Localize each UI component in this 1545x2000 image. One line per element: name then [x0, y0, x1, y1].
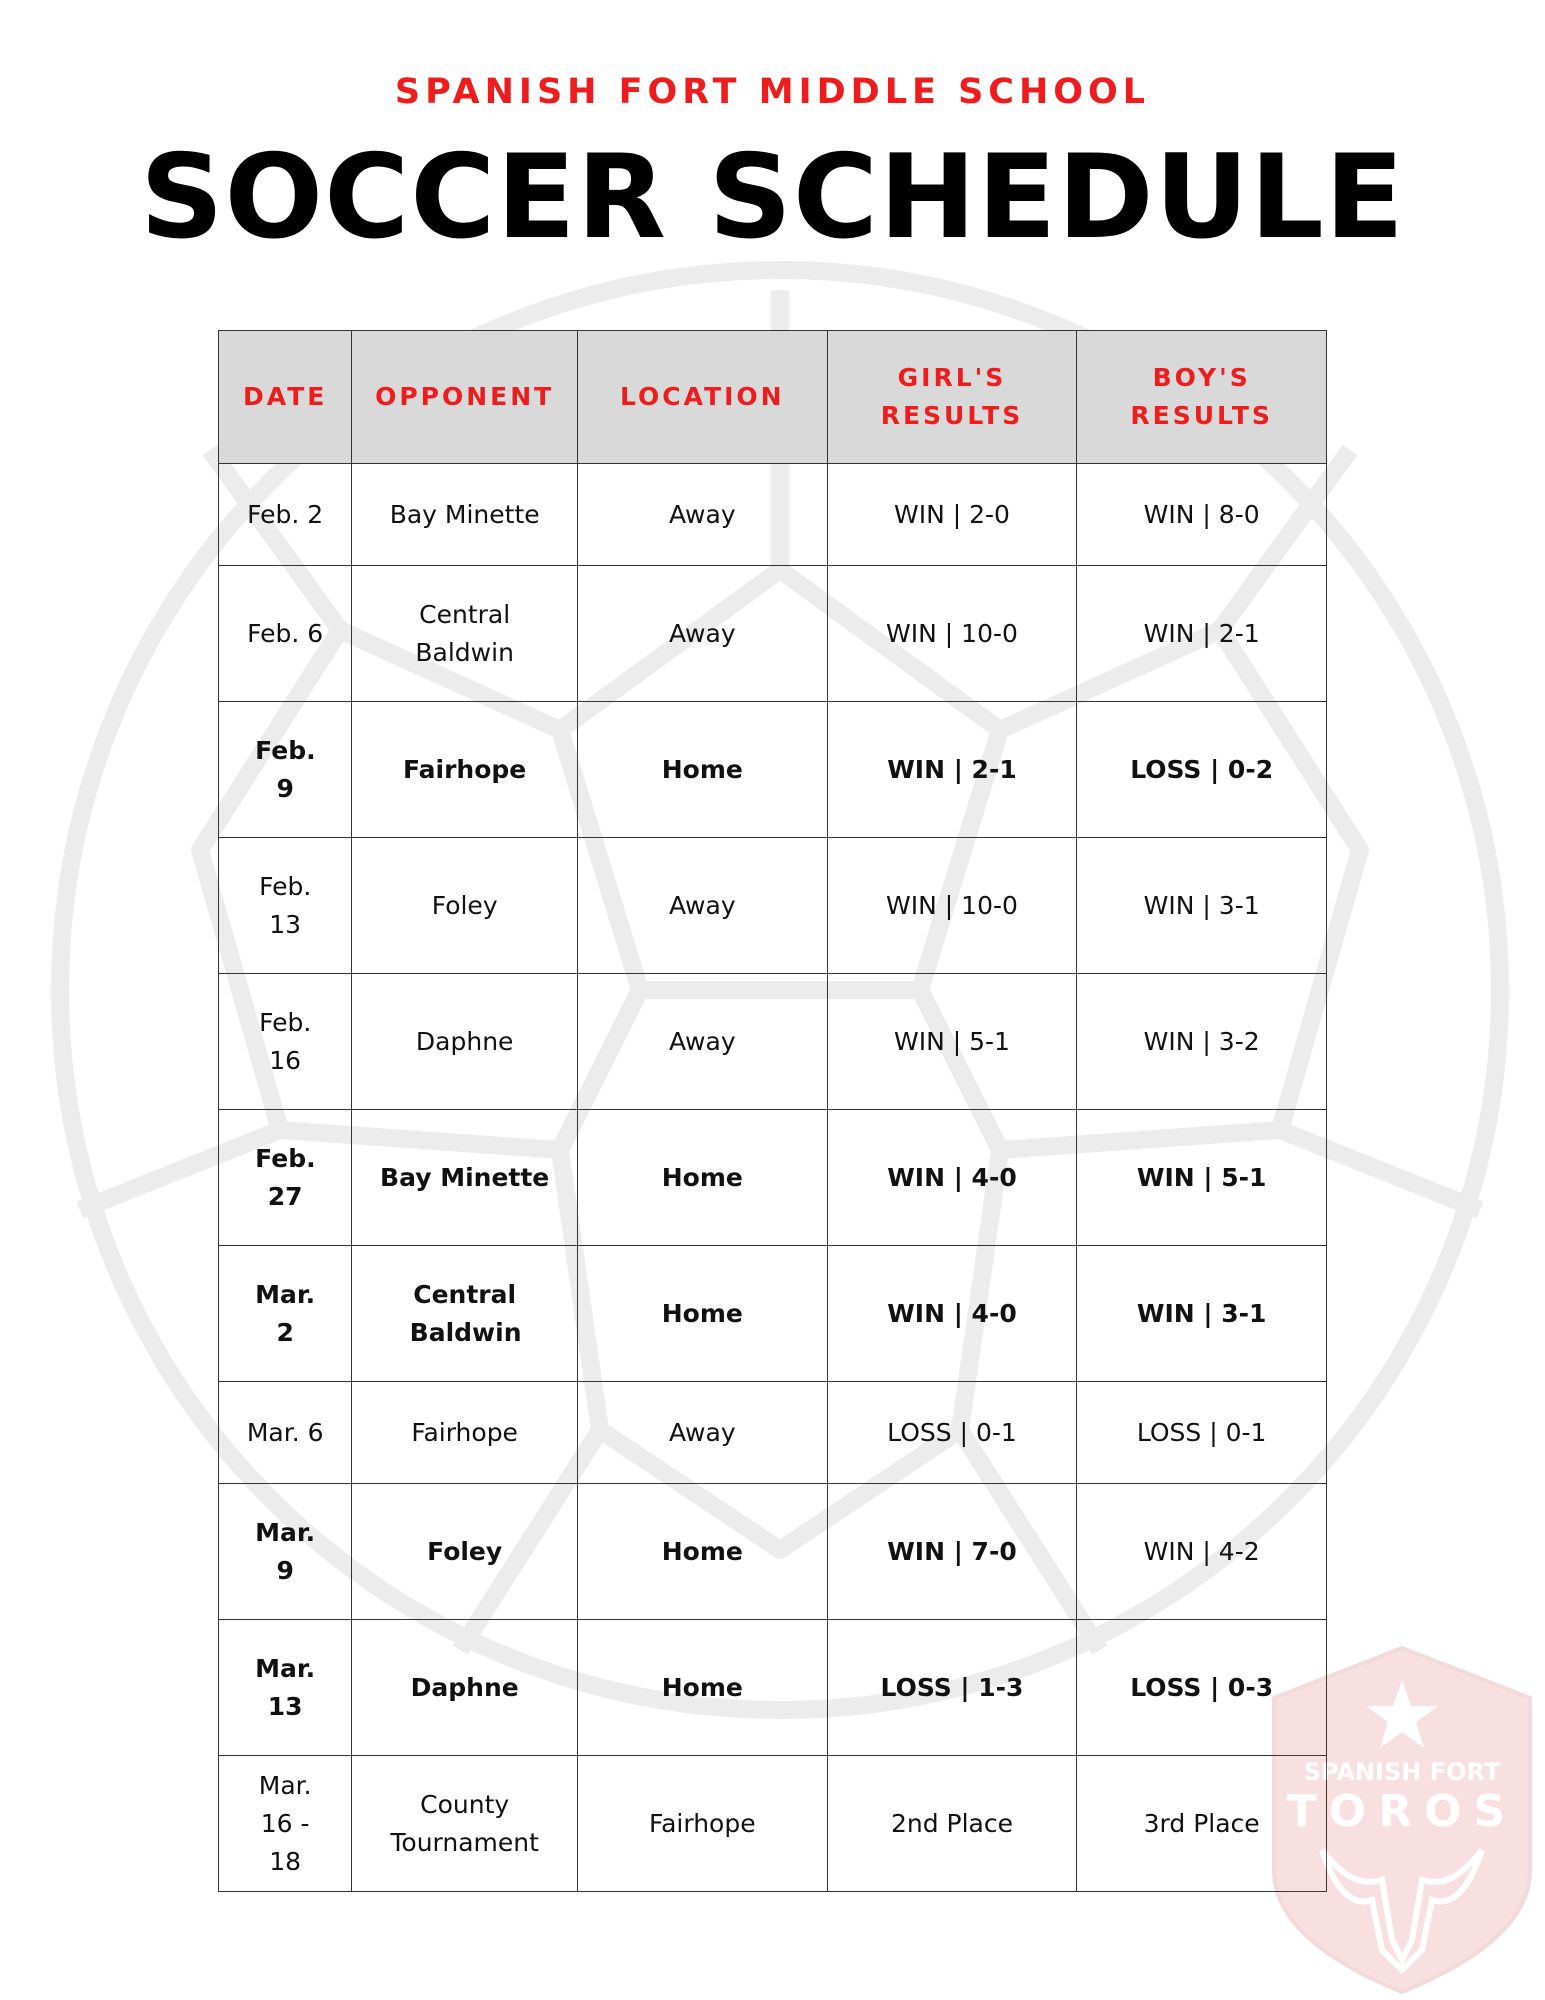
cell-boys-result: WIN | 3-1	[1077, 838, 1327, 974]
cell-boys-result: WIN | 5-1	[1077, 1110, 1327, 1246]
header-date: DATE	[219, 331, 352, 464]
cell-boys-result: LOSS | 0-3	[1077, 1620, 1327, 1756]
cell-date-text: Mar. 13	[255, 1653, 316, 1721]
cell-girls-result: WIN | 4-0	[827, 1246, 1077, 1382]
cell-date-text: Feb. 16	[259, 1007, 312, 1075]
page-title: SOCCER SCHEDULE	[139, 130, 1405, 265]
cell-date	[219, 1246, 352, 1382]
cell-date-text: Feb. 13	[259, 871, 312, 939]
cell-girls-result: LOSS | 1-3	[827, 1620, 1077, 1756]
cell-date: Feb. 2	[219, 464, 352, 566]
table-header-row	[219, 331, 1327, 464]
header-girls-results-label: GIRL'S RESULTS	[880, 363, 1024, 430]
cell-location: Home	[577, 702, 827, 838]
cell-date-text: Mar. 16 - 18	[258, 1770, 312, 1876]
cell-opponent: Daphne	[352, 974, 578, 1110]
cell-location: Away	[577, 838, 827, 974]
cell-date	[219, 1620, 352, 1756]
crest-line1: SPANISH FORT	[1303, 1758, 1501, 1786]
cell-opponent: Fairhope	[352, 702, 578, 838]
cell-opponent-text: County Tournament	[390, 1789, 539, 1857]
cell-location: Home	[577, 1620, 827, 1756]
cell-opponent-text: Central Baldwin	[409, 1279, 522, 1347]
cell-boys-result: 3rd Place	[1077, 1756, 1327, 1892]
cell-location: Fairhope	[577, 1756, 827, 1892]
cell-opponent	[352, 1756, 578, 1892]
cell-girls-result: WIN | 2-0	[827, 464, 1077, 566]
cell-location: Home	[577, 1246, 827, 1382]
cell-boys-result: WIN | 2-1	[1077, 566, 1327, 702]
crest-line2: TOROS	[1286, 1786, 1518, 1837]
cell-location: Away	[577, 974, 827, 1110]
cell-date-text: Feb. 9	[255, 735, 316, 803]
cell-opponent: Bay Minette	[352, 464, 578, 566]
table-row	[219, 838, 1327, 974]
cell-girls-result: WIN | 10-0	[827, 838, 1077, 974]
cell-date-text: Mar. 9	[255, 1517, 316, 1585]
cell-date-text: Mar. 2	[255, 1279, 316, 1347]
school-name: SPANISH FORT MIDDLE SCHOOL	[394, 72, 1151, 112]
cell-date	[219, 838, 352, 974]
header-girls-results	[827, 331, 1077, 464]
cell-girls-result: WIN | 5-1	[827, 974, 1077, 1110]
table-row	[219, 1756, 1327, 1892]
cell-opponent-text: Central Baldwin	[415, 599, 514, 667]
header-boys-results	[1077, 331, 1327, 464]
table-row	[219, 974, 1327, 1110]
cell-boys-result: WIN | 3-2	[1077, 974, 1327, 1110]
cell-girls-result: LOSS | 0-1	[827, 1382, 1077, 1484]
cell-date	[219, 1110, 352, 1246]
cell-boys-result: WIN | 8-0	[1077, 464, 1327, 566]
table-row	[219, 1620, 1327, 1756]
cell-date-text: Feb. 27	[255, 1143, 316, 1211]
cell-date: Feb. 6	[219, 566, 352, 702]
cell-location: Home	[577, 1110, 827, 1246]
table-row	[219, 566, 1327, 702]
cell-date	[219, 702, 352, 838]
cell-opponent: Foley	[352, 838, 578, 974]
header-opponent: OPPONENT	[352, 331, 578, 464]
cell-date	[219, 1484, 352, 1620]
cell-date	[219, 1756, 352, 1892]
cell-girls-result: WIN | 2-1	[827, 702, 1077, 838]
cell-opponent	[352, 566, 578, 702]
header-location: LOCATION	[577, 331, 827, 464]
table-row	[219, 1382, 1327, 1484]
toros-crest-logo	[1262, 1640, 1542, 2000]
cell-boys-result: LOSS | 0-2	[1077, 702, 1327, 838]
cell-opponent: Daphne	[352, 1620, 578, 1756]
table-row	[219, 1246, 1327, 1382]
schedule-table	[218, 330, 1327, 1892]
cell-boys-result: LOSS | 0-1	[1077, 1382, 1327, 1484]
table-row	[219, 702, 1327, 838]
cell-girls-result: WIN | 7-0	[827, 1484, 1077, 1620]
cell-girls-result: WIN | 4-0	[827, 1110, 1077, 1246]
cell-boys-result: WIN | 4-2	[1077, 1484, 1327, 1620]
cell-opponent: Fairhope	[352, 1382, 578, 1484]
table-row	[219, 1484, 1327, 1620]
cell-location: Away	[577, 1382, 827, 1484]
header-boys-results-label: BOY'S RESULTS	[1130, 363, 1273, 430]
table-row	[219, 1110, 1327, 1246]
cell-girls-result: 2nd Place	[827, 1756, 1077, 1892]
cell-opponent	[352, 1246, 578, 1382]
cell-location: Away	[577, 566, 827, 702]
cell-location: Away	[577, 464, 827, 566]
cell-opponent: Bay Minette	[352, 1110, 578, 1246]
cell-date	[219, 974, 352, 1110]
cell-date: Mar. 6	[219, 1382, 352, 1484]
cell-opponent: Foley	[352, 1484, 578, 1620]
cell-girls-result: WIN | 10-0	[827, 566, 1077, 702]
cell-boys-result: WIN | 3-1	[1077, 1246, 1327, 1382]
cell-location: Home	[577, 1484, 827, 1620]
table-row	[219, 464, 1327, 566]
